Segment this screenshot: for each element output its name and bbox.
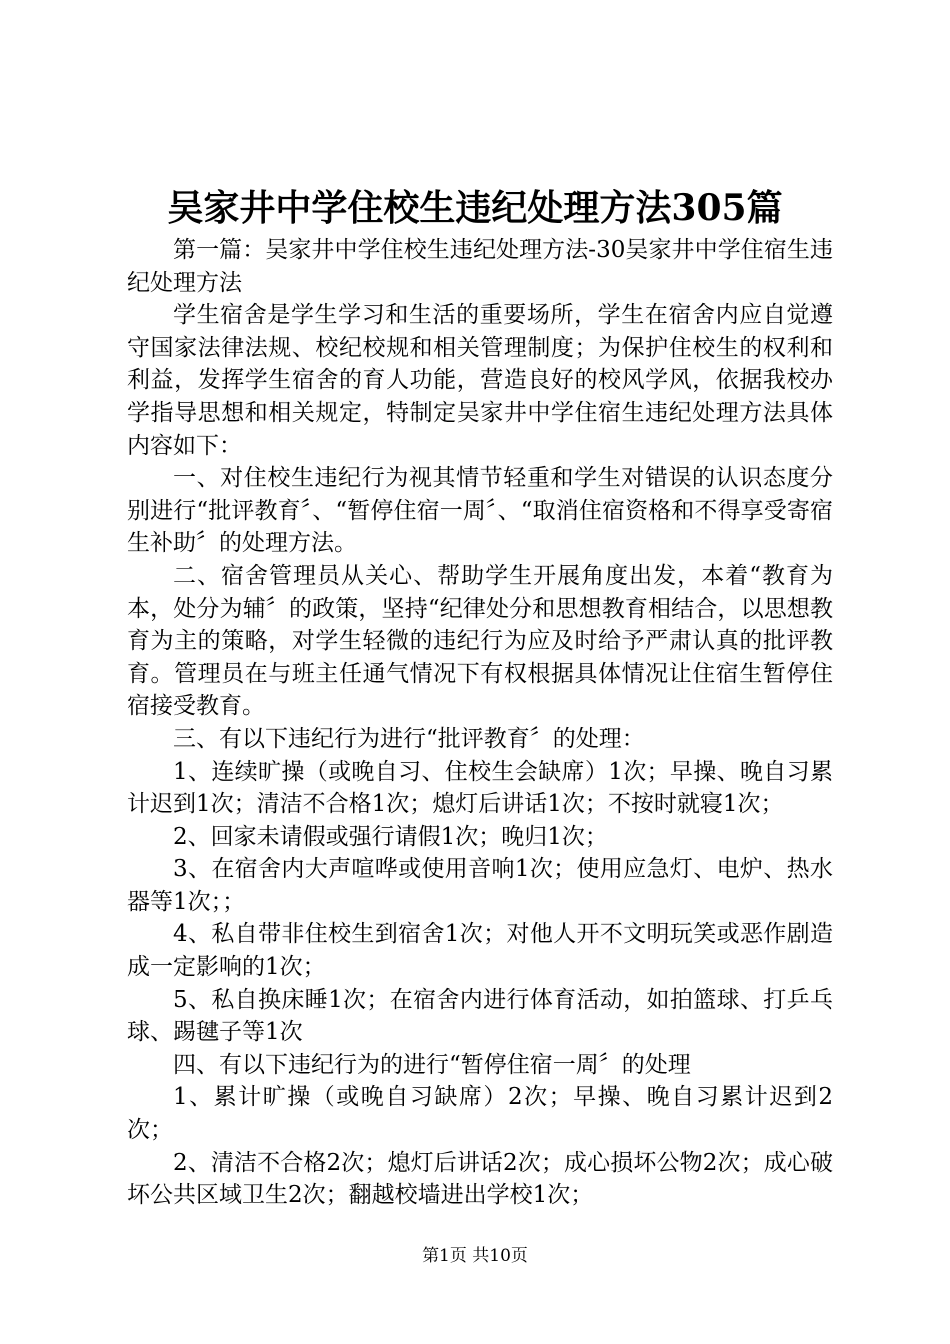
paragraph: 学生宿舍是学生学习和生活的重要场所，学生在宿舍内应自觉遵守国家法律法规、校纪校规和相关管理制度；为保护住校生的权利和利益，发挥学生宿舍的育人功能，营造良好的校风学风，依据我校办学指导思想和相关规定，特制定吴家井中学住宿生违纪处理方法具体内容如下： (127, 302, 833, 459)
paragraph: 2、清洁不合格2次；熄灯后讲话2次；成心损坏公物2次；成心破坏公共区域卫生2次；翻越校墙进出学校1次； (127, 1149, 833, 1209)
paragraph: 4、私自带非住校生到宿舍1次；对他人开不文明玩笑或恶作剧造成一定影响的1次； (127, 921, 833, 981)
page-number-footer: 第1页 共10页 (422, 1246, 528, 1266)
paragraph: 一、对住校生违纪行为视其情节轻重和学生对错误的认识态度分别进行“批评教育〞、“暂停住宿一周〞、“取消住宿资格和不得享受寄宿生补助〞的处理方法。 (127, 465, 833, 557)
paragraph: 5、私自换床睡1次；在宿舍内进行体育活动，如拍篮球、打乒乓球、踢毽子等1次 (127, 986, 833, 1046)
paragraph: 二、宿舍管理员从关心、帮助学生开展角度出发，本着“教育为本，处分为辅〞的政策，坚持“纪律处分和思想教育相结合，以思想教育为主的策略，对学生轻微的违纪行为应及时给予严肃认真的批评教育。管理员在与班主任通气情况下有权根据具体情况让住宿生暂停住宿接受教育。 (127, 562, 833, 720)
paragraph: 1、累计旷操（或晚自习缺席）2次；早操、晚自习累计迟到2次； (127, 1084, 833, 1144)
paragraph: 3、在宿舍内大声喧哗或使用音响1次；使用应急灯、电炉、热水器等1次；； (127, 856, 833, 915)
document-body (127, 234, 833, 1212)
paragraph: 第一篇：吴家井中学住校生违纪处理方法-30吴家井中学住宿生违纪处理方法 (127, 237, 833, 296)
paragraph: 2、回家未请假或强行请假1次；晚归1次； (173, 823, 608, 850)
document-title: 吴家井中学住校生违纪处理方法305篇 (167, 187, 783, 229)
paragraph: 三、有以下违纪行为进行“批评教育〞的处理： (173, 725, 645, 752)
paragraph: 四、有以下违纪行为的进行“暂停住宿一周〞的处理 (173, 1051, 691, 1078)
paragraph: 1、连续旷操（或晚自习、住校生会缺席）1次；早操、晚自习累计迟到1次；清洁不合格1次；熄灯后讲话1次；不按时就寝1次； (127, 758, 833, 818)
